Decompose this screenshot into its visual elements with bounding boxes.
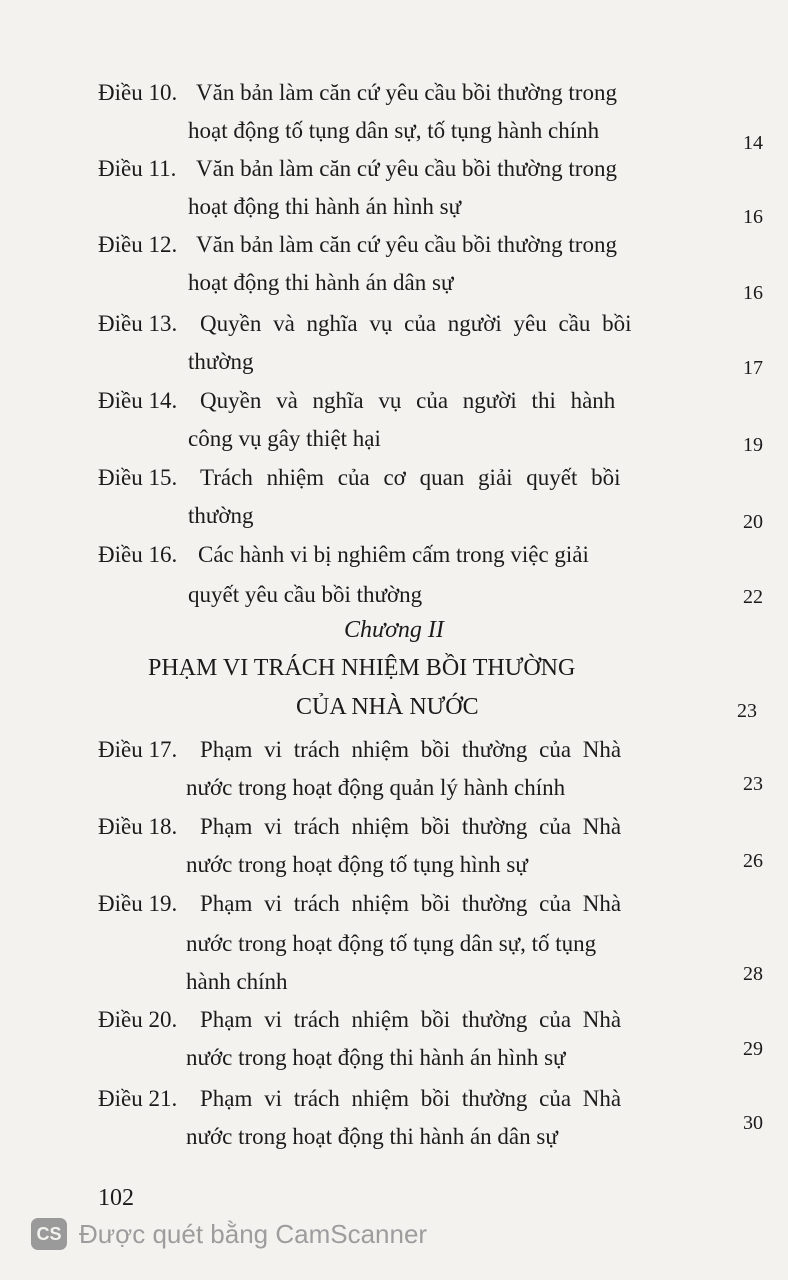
entry-title-line: Phạm vi trách nhiệm bồi thường của Nhà: [200, 1007, 622, 1032]
entry-page-number: 19: [743, 434, 763, 456]
entry-title-line: nước trong hoạt động thi hành án hình sự: [186, 1045, 566, 1070]
chapter-label: Chương II: [344, 617, 444, 643]
entry-label: Điều 11.: [98, 156, 177, 181]
entry-page-number: 17: [743, 357, 763, 379]
entry-title-line: Các hành vi bị nghiêm cấm trong việc giải: [198, 542, 589, 567]
entry-page-number: 30: [743, 1112, 763, 1134]
entry-page-number: 20: [743, 511, 763, 533]
entry-page-number: 22: [743, 586, 763, 608]
entry-label: Điều 17.: [98, 737, 178, 762]
entry-label: Điều 19.: [98, 891, 178, 916]
chapter-title-line: CỦA NHÀ NƯỚC: [296, 694, 479, 720]
entry-label: Điều 10.: [98, 80, 178, 105]
entry-title-line: Phạm vi trách nhiệm bồi thường của Nhà: [200, 737, 622, 762]
entry-title-line: nước trong hoạt động tố tụng hình sự: [186, 852, 528, 877]
entry-title-line: Trách nhiệm của cơ quan giải quyết bồi: [200, 465, 621, 490]
entry-title-line: nước trong hoạt động quản lý hành chính: [186, 775, 566, 800]
entry-page-number: 23: [743, 773, 763, 795]
entry-title-line: hoạt động thi hành án dân sự: [188, 270, 454, 295]
entry-page-number: 28: [743, 963, 763, 985]
entry-title-line: Văn bản làm căn cứ yêu cầu bồi thường trong: [196, 156, 617, 181]
entry-title-line: công vụ gây thiệt hại: [188, 426, 381, 451]
entry-title-line: hành chính: [186, 969, 288, 994]
chapter-page-number: 23: [737, 700, 757, 722]
entry-title-line: quyết yêu cầu bồi thường: [188, 582, 423, 607]
entry-title-line: Quyền và nghĩa vụ của người thi hành: [200, 388, 616, 413]
camscanner-watermark: [31, 1218, 427, 1250]
camscanner-logo-icon: CS: [31, 1218, 67, 1250]
page-folio-number: 102: [98, 1185, 134, 1211]
entry-title-line: thường: [188, 349, 254, 374]
entry-label: Điều 14.: [98, 388, 178, 413]
entry-label: Điều 18.: [98, 814, 178, 839]
entry-page-number: 14: [743, 132, 763, 154]
entry-title-line: Văn bản làm căn cứ yêu cầu bồi thường trong: [196, 232, 617, 257]
entry-label: Điều 12.: [98, 232, 178, 257]
entry-title-line: Phạm vi trách nhiệm bồi thường của Nhà: [200, 814, 622, 839]
entry-title-line: nước trong hoạt động thi hành án dân sự: [186, 1124, 558, 1149]
entry-page-number: 26: [743, 850, 763, 872]
entry-title-line: Phạm vi trách nhiệm bồi thường của Nhà: [200, 1086, 622, 1111]
entry-label: Điều 15.: [98, 465, 178, 490]
entry-title-line: hoạt động tố tụng dân sự, tố tụng hành chính: [188, 118, 600, 143]
entry-page-number: 16: [743, 282, 763, 304]
entry-page-number: 16: [743, 206, 763, 228]
entry-title-line: Phạm vi trách nhiệm bồi thường của Nhà: [200, 891, 622, 916]
entry-title-line: thường: [188, 503, 254, 528]
entry-label: Điều 13.: [98, 311, 178, 336]
entry-label: Điều 16.: [98, 542, 178, 567]
entry-title-line: Quyền và nghĩa vụ của người yêu cầu bồi: [200, 311, 632, 336]
entry-label: Điều 21.: [98, 1086, 178, 1111]
entry-title-line: Văn bản làm căn cứ yêu cầu bồi thường trong: [196, 80, 617, 105]
entry-title-line: nước trong hoạt động tố tụng dân sự, tố tụng: [186, 931, 597, 956]
chapter-title-line: PHẠM VI TRÁCH NHIỆM BỒI THƯỜNG: [148, 655, 576, 681]
camscanner-text: Được quét bằng CamScanner: [79, 1218, 428, 1249]
entry-label: Điều 20.: [98, 1007, 178, 1032]
entry-title-line: hoạt động thi hành án hình sự: [188, 194, 462, 219]
entry-page-number: 29: [743, 1038, 763, 1060]
